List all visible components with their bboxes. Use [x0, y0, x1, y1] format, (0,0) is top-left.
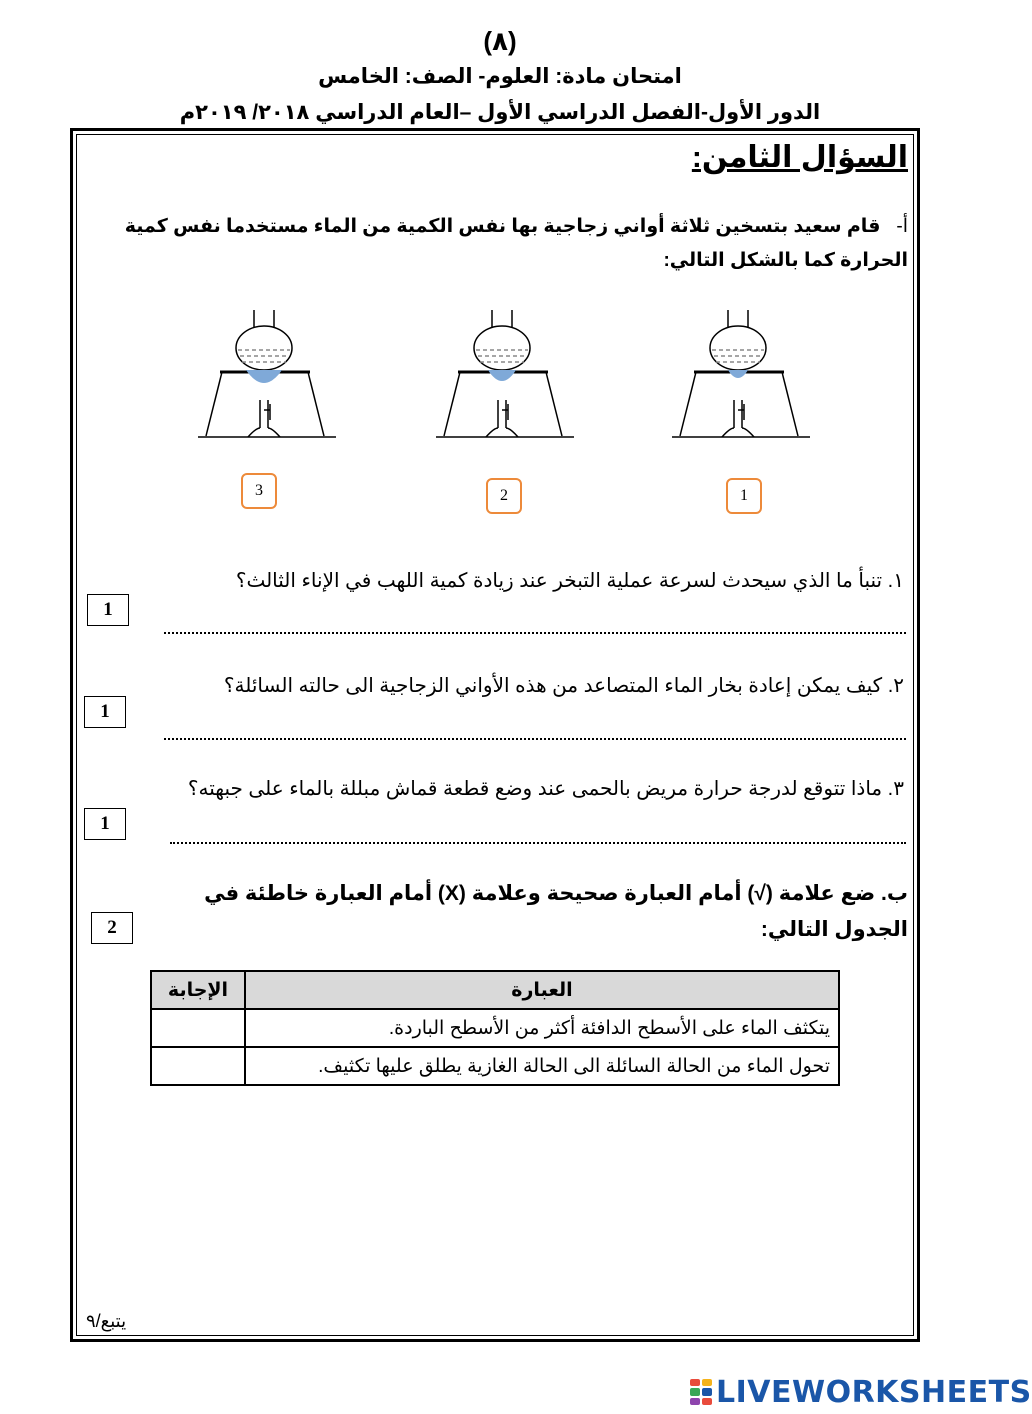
- answer-cell[interactable]: [151, 1047, 245, 1085]
- vessel-label-3: 3: [241, 473, 277, 509]
- part-a-mark: أ-: [896, 216, 908, 237]
- answer-line-1[interactable]: [164, 632, 906, 634]
- table-row: [151, 1047, 839, 1085]
- table-row: [151, 1009, 839, 1047]
- vessel-label-1: 1: [726, 478, 762, 514]
- question-2-text: ٢. كيف يمكن إعادة بخار الماء المتصاعد من هذه الأواني الزجاجية الى حالته السائلة؟: [223, 675, 904, 697]
- answer-line-2[interactable]: [164, 738, 906, 740]
- liveworksheets-logo: [690, 1374, 1032, 1410]
- question-3-text: ٣. ماذا تتوقع لدرجة حرارة مريض بالحمى عند وضع قطعة قماش مبللة بالماء على جبهته؟: [187, 778, 904, 800]
- heating-apparatus-1: [672, 300, 812, 450]
- true-false-table: [150, 970, 840, 1086]
- flame-icon: [728, 370, 748, 378]
- table-header-answer: الإجابة: [151, 971, 245, 1009]
- answer-cell[interactable]: [151, 1009, 245, 1047]
- page-number: (٨): [483, 26, 517, 56]
- flame-icon: [246, 370, 282, 383]
- flame-icon: [488, 370, 516, 381]
- question-3-score: 1: [84, 808, 126, 840]
- statement-cell: يتكثف الماء على الأسطح الدافئة أكثر من الأسطح الباردة.: [245, 1009, 839, 1047]
- question-2-score: 1: [84, 696, 126, 728]
- continue-note: يتبع/٩: [86, 1311, 127, 1331]
- answer-line-3[interactable]: [170, 842, 906, 844]
- vessel-label-2: 2: [486, 478, 522, 514]
- heating-apparatus-3: [198, 300, 338, 450]
- part-a-prompt: [84, 210, 908, 278]
- exam-subject-header: امتحان مادة: العلوم- الصف: الخامس: [318, 65, 682, 88]
- question-1-text: ١. تنبأ ما الذي سيحدث لسرعة عملية التبخر عند زيادة كمية اللهب في الإناء الثالث؟: [235, 570, 904, 592]
- part-a-text: قام سعيد بتسخين ثلاثة أواني زجاجية بها نفس الكمية من الماء مستخدما نفس كمية الحرارة كما بالشكل التالي:: [124, 216, 908, 271]
- table-header-statement: العبارة: [245, 971, 839, 1009]
- brand-name: LIVEWORKSHEETS: [716, 1374, 1032, 1410]
- statement-cell: تحول الماء من الحالة السائلة الى الحالة الغازية يطلق عليها تكثيف.: [245, 1047, 839, 1085]
- part-b-prompt: ب. ضع علامة (√) أمام العبارة صحيحة وعلامة (X) أمام العبارة خاطئة في الجدول التالي:: [204, 882, 908, 941]
- question-1-score: 1: [87, 594, 129, 626]
- heating-apparatus-2: [436, 300, 576, 450]
- exam-term-header: الدور الأول-الفصل الدراسي الأول –العام الدراسي ٢٠١٨/ ٢٠١٩م: [179, 101, 821, 124]
- logo-icon: [690, 1379, 712, 1405]
- question-title: السؤال الثامن:: [691, 141, 908, 174]
- part-b-score: 2: [91, 912, 133, 944]
